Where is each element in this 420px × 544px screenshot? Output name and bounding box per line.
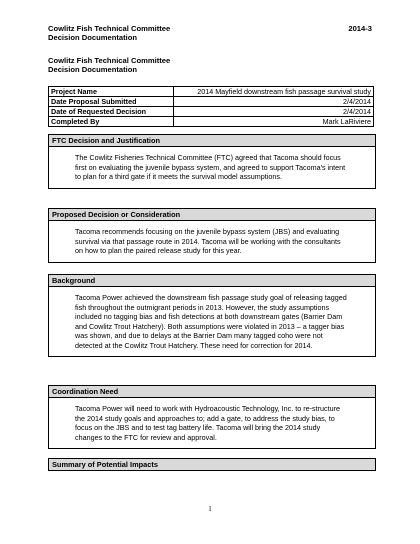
date-requested-label: Date of Requested Decision	[49, 107, 174, 117]
header-doc-number: 2014-3	[348, 24, 372, 33]
table-row	[49, 107, 374, 117]
title-committee: Cowlitz Fish Technical Committee	[48, 56, 171, 65]
document-title	[48, 56, 170, 74]
section-text: Tacoma Power will need to work with Hydroacoustic Technology, Inc. to re-structure the 2014 study goals and approaches to; add a gate, to address the study bias, to focus on the JBS and to test tag battery life. Tacoma will bring the 2014 study changes to the FTC for review and approval.	[75, 404, 340, 442]
table-row	[49, 97, 374, 107]
date-requested-value: 2/4/2014	[174, 107, 374, 117]
project-info-table	[48, 86, 374, 127]
project-name-value: 2014 Mayfield downstream fish passage survival study	[174, 87, 374, 97]
section-text: Tacoma recommends focusing on the juvenile bypass system (JBS) and evaluating survival via that passage route in 2014. Tacoma will be working with the consultants on how to plan the paired release study for this year.	[75, 227, 341, 255]
page-number: 1	[208, 505, 212, 513]
table-row	[49, 117, 374, 127]
section-background	[48, 274, 376, 357]
section-text: The Cowlitz Fisheries Technical Committee (FTC) agreed that Tacoma should focus first on evaluating the juvenile bypass system, and agreed to support Tacoma's intent to plan for a third gate if it meets the survival model assumptions.	[75, 153, 346, 181]
title-doc-type: Decision Documentation	[48, 65, 138, 74]
section-heading: Background	[49, 275, 375, 287]
header-doc-type: Decision Documentation	[48, 33, 138, 42]
section-text: Tacoma Power achieved the downstream fish passage study goal of releasing tagged fish throughout the outmigrant periods in 2013. However, the study assumptions included no tagging bias and fish detections at both downstream gates (Barrier Dam and Cowlitz Trout Hatchery). Both assumptions were violated in 2013 – a tagger bias was shown, and due to delays at the Barrier Dam many tagged coho were not detected at the Cowlitz Trout Hatchery. These need for correction for 2014.	[75, 293, 347, 350]
completed-by-label: Completed By	[49, 117, 174, 127]
header-committee: Cowlitz Fish Technical Committee	[48, 24, 171, 33]
table-row	[49, 87, 374, 97]
section-heading: Summary of Potential Impacts	[49, 459, 375, 470]
project-name-label: Project Name	[49, 87, 174, 97]
section-justification	[48, 134, 376, 189]
page-header	[48, 24, 372, 42]
section-proposed	[48, 208, 376, 263]
completed-by-value: Mark LaRiviere	[174, 117, 374, 127]
section-heading: FTC Decision and Justification	[49, 135, 375, 147]
section-impacts	[48, 458, 376, 471]
section-heading: Coordination Need	[49, 386, 375, 398]
section-heading: Proposed Decision or Consideration	[49, 209, 375, 221]
date-submitted-value: 2/4/2014	[174, 97, 374, 107]
date-submitted-label: Date Proposal Submitted	[49, 97, 174, 107]
section-coordination	[48, 385, 376, 449]
